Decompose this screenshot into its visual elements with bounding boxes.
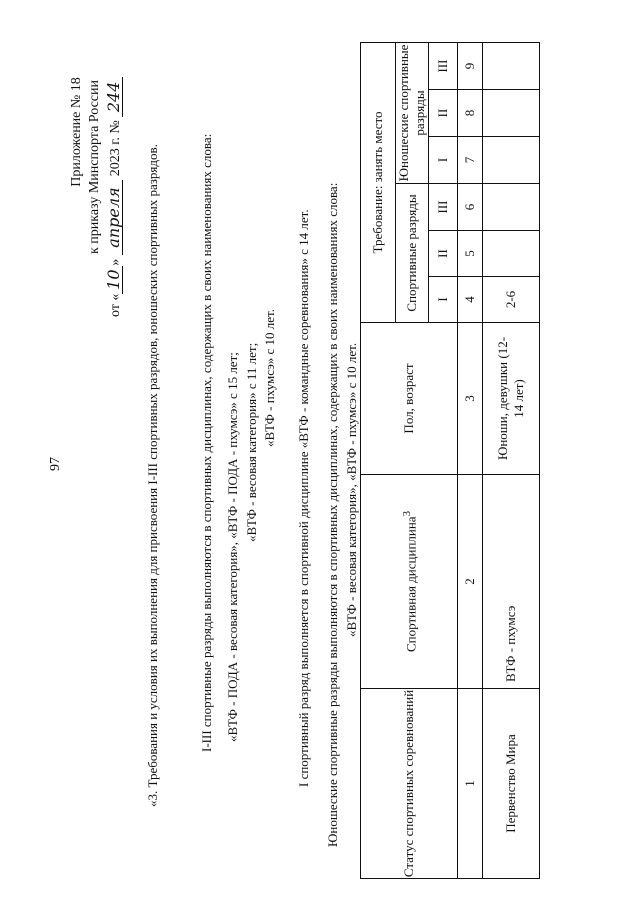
- cell-place: 2-6: [483, 277, 540, 323]
- rank-label: I: [429, 137, 458, 184]
- date-mid: »: [108, 258, 123, 266]
- column-number: 7: [458, 137, 483, 184]
- column-number: 2: [458, 475, 483, 689]
- cell-place: [483, 137, 540, 184]
- date-year: 2023 г. №: [108, 120, 123, 177]
- cell-place: [483, 90, 540, 137]
- handwritten-number: 244: [106, 77, 123, 117]
- column-number: 1: [458, 689, 483, 879]
- rank-label: II: [429, 90, 458, 137]
- header-youth-ranks: Юношеские спортивные разряды: [396, 42, 429, 183]
- column-number: 5: [458, 231, 483, 277]
- rank-label: II: [429, 231, 458, 277]
- handwritten-month: апреля: [106, 180, 123, 255]
- page-number: 97: [48, 457, 63, 471]
- rank-label: I: [429, 277, 458, 323]
- column-number: 3: [458, 323, 483, 475]
- header-status: Статус спортивных соревнований: [361, 689, 458, 879]
- column-number: 6: [458, 184, 483, 231]
- text-line-5: I спортивный разряд выполняется в спортивной дисциплине «ВТФ - командные соревнования» с 14 лет.: [296, 209, 311, 787]
- header-requirement: Требование: занять место: [361, 42, 396, 322]
- column-number: 9: [458, 42, 483, 89]
- cell-status: Первенство Мира: [483, 689, 540, 879]
- date-prefix: от «: [108, 293, 123, 317]
- footnote-mark: 3: [400, 511, 413, 517]
- table-row: [483, 42, 540, 878]
- cell-sex-age: Юноши, девушки (12-14 лет): [483, 323, 540, 475]
- rank-label: III: [429, 42, 458, 89]
- column-number-row: [458, 42, 483, 878]
- header-sport-ranks: Спортивные разряды: [396, 184, 429, 323]
- text-line-3: «ВТФ - весовая категория» с 11 лет;: [244, 342, 259, 542]
- requirements-table: [360, 42, 540, 879]
- text-line-6: Юношеские спортивные разряды выполняются в спортивных дисциплинах, содержащих в своих наименованиях слова:: [325, 182, 340, 847]
- cell-place: [483, 42, 540, 89]
- text-line-2: «ВТФ - ПОДА - весовая категория», «ВТФ - ПОДА - пхумсэ» с 15 лет;: [225, 352, 240, 742]
- text-line-1: I-III спортивные разряды выполняются в спортивных дисциплинах, содержащих в своих наименованиях слова:: [199, 133, 214, 752]
- column-number: 8: [458, 90, 483, 137]
- handwritten-day: 10: [106, 266, 123, 294]
- appendix-title: Приложение № 18: [69, 77, 84, 187]
- order-reference: к приказу Минспорта России: [87, 80, 102, 254]
- column-number: 4: [458, 277, 483, 323]
- header-discipline-label: Спортивная дисциплина: [403, 516, 419, 652]
- section-title: «3. Требования и условия их выполнения для присвоения I-III спортивных разрядов, юношеских спортивных разрядов.: [145, 144, 160, 807]
- text-line-4: «ВТФ - пхумсэ» с 10 лет.: [262, 308, 277, 447]
- cell-place: [483, 231, 540, 277]
- text-line-7: «ВТФ - весовая категория», «ВТФ - пхумсэ» с 10 лет.: [344, 342, 359, 637]
- cell-place: [483, 184, 540, 231]
- table-header-row-1: [361, 42, 396, 878]
- header-sex-age: Пол, возраст: [361, 323, 458, 475]
- cell-discipline: ВТФ - пхумсэ: [483, 475, 540, 689]
- header-discipline: [361, 475, 458, 689]
- rank-label: III: [429, 184, 458, 231]
- order-date-line: [106, 77, 125, 317]
